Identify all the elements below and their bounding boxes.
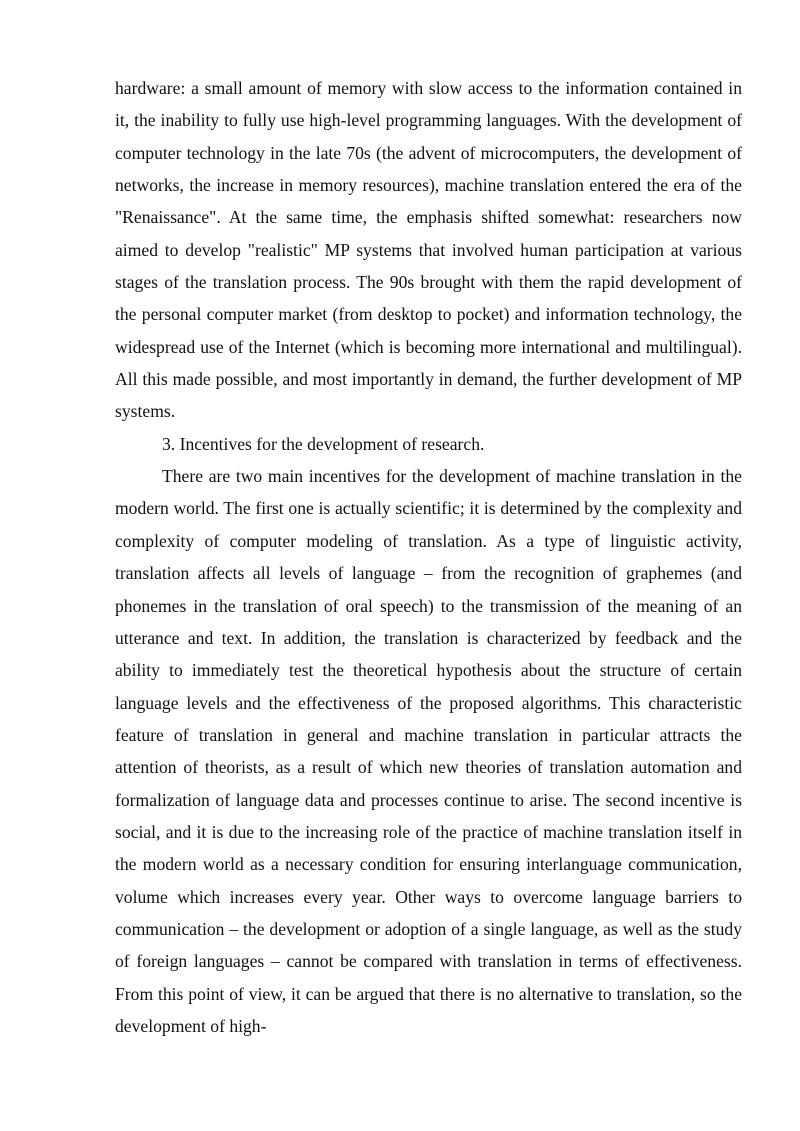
section-heading: 3. Incentives for the development of research. [162,433,485,454]
paragraph-incentives: There are two main incentives for the development of machine translation in the modern world. The first one is actually scientific; it is determined by the complexity and complexity of computer modeling of translation. As a type of linguistic activity, translation affects all levels of language – from the recognition of graphemes (and phonemes in the translation of oral speech) to the transmission of the meaning of an utterance and text. In addition, the translation is characterized by feedback and the ability to immediately test the theoretical hypothesis about the structure of certain language levels and the effectiveness of the proposed algorithms. This characteristic feature of translation in general and machine translation in particular attracts the attention of theorists, as a result of which new theories of translation automation and formalization of language data and processes continue to arise. The second incentive is social, and it is due to the increasing role of the practice of machine translation itself in the modern world as a necessary condition for ensuring interlanguage communication, volume which increases every year. Other ways to overcome language barriers to communication – the development or adoption of a single language, as well as the study of foreign languages – cannot be compared with translation in terms of effectiveness. From this point of view, it can be argued that there is no alternative to translation, so the development of high- [115,466,742,1036]
body-text [115,72,742,1042]
paragraph-continuation: hardware: a small amount of memory with slow access to the information contained in it, the inability to fully use high-level programming languages. With the development of computer technology in the late 70s (the advent of microcomputers, the development of networks, the increase in memory resources), machine translation entered the era of the "Renaissance". At the same time, the emphasis shifted somewhat: researchers now aimed to develop "realistic" MP systems that involved human participation at various stages of the translation process. The 90s brought with them the rapid development of the personal computer market (from desktop to pocket) and information technology, the widespread use of the Internet (which is becoming more international and multilingual). All this made possible, and most importantly in demand, the further development of MP systems. [115,78,742,422]
